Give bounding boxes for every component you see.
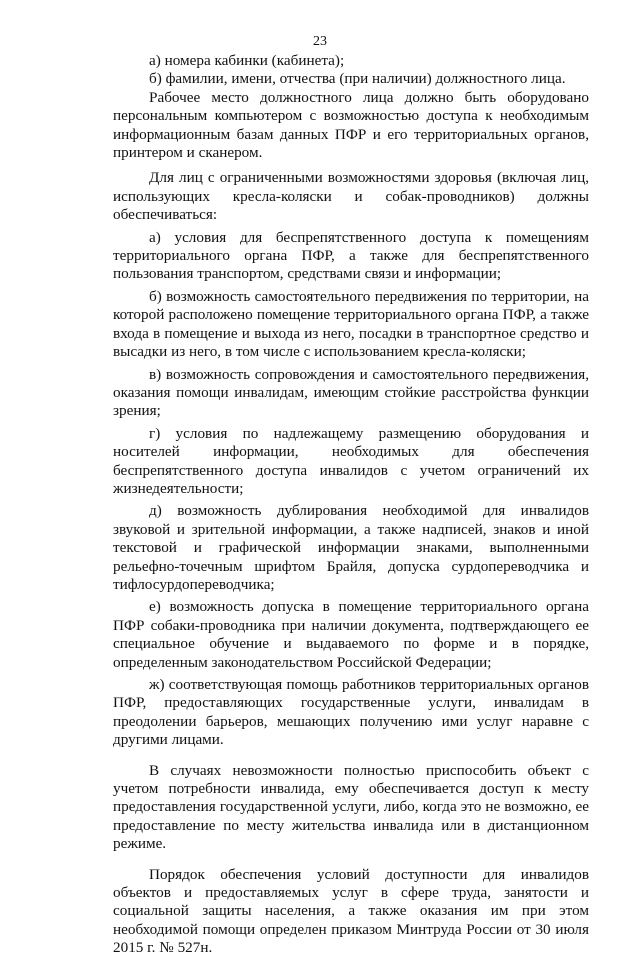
- paragraph-condition-b: б) возможность самостоятельного передвижения по территории, на которой расположено помещение территориального органа ПФР, а также входа в помещение и выхода из него, посадки в транспортное средство и высадки из него, в том числе с использованием кресла-коляски;: [113, 287, 589, 361]
- page-number: 23: [313, 34, 327, 49]
- paragraph-accessibility-order: Порядок обеспечения условий доступности для инвалидов объектов и предоставляемых услуг в сфере труда, занятости и социальной защиты населения, а также оказания им при этом необходимой помощи определен приказом Минтруда России от 30 июля 2015 г. № 527н.: [113, 865, 589, 957]
- paragraph-condition-g: г) условия по надлежащему размещению оборудования и носителей информации, необходимых для обеспечения беспрепятственного доступа инвалидов с учетом ограничений их жизнедеятельности;: [113, 424, 589, 497]
- paragraph-impossibility-case: В случаях невозможности полностью приспособить объект с учетом потребности инвалида, ему обеспечивается доступ к месту предоставления государственной услуги, либо, когда это не возможно, ее предоставление по месту жительства инвалида или в дистанционном режиме.: [113, 761, 589, 853]
- paragraph-condition-d: д) возможность дублирования необходимой для инвалидов звуковой и зрительной информации, а также надписей, знаков и иной текстовой и графической информации знаками, выполненными рельефно-точечным шрифтом Брайля, допуска сурдопереводчика и тифлосурдопереводчика;: [113, 502, 589, 593]
- paragraph-condition-a: а) условия для беспрепятственного доступа к помещениям территориального органа ПФР, а также для беспрепятственного пользования транспортом, средствами связи и информации;: [113, 228, 589, 283]
- paragraph-workplace-equipment: Рабочее место должностного лица должно быть оборудовано персональным компьютером с возможностью доступа к необходимым информационным базам данных ПФР и его территориальных органов, принтером и сканером.: [113, 88, 589, 162]
- paragraph-a-booth-number: а) номера кабинки (кабинета);: [149, 52, 345, 69]
- paragraph-condition-zh: ж) соответствующая помощь работников территориальных органов ПФР, предоставляющих государственные услуги, инвалидам в преодолении барьеров, мешающих получению ими услуг наравне с другими лицами.: [113, 676, 589, 749]
- paragraph-disability-intro: Для лиц с ограниченными возможностями здоровья (включая лиц, использующих кресла-коляски и собак-проводников) должны обеспечиваться:: [113, 169, 589, 224]
- paragraph-condition-e: е) возможность допуска в помещение территориального органа ПФР собаки-проводника при наличии документа, подтверждающего ее специальное обучение и выдаваемого по форме и в порядке, определенным законодательством Российской Федерации;: [113, 598, 589, 671]
- paragraph-b-official-name: б) фамилии, имени, отчества (при наличии) должностного лица.: [149, 70, 566, 88]
- paragraph-condition-v: в) возможность сопровождения и самостоятельного передвижения, оказания помощи инвалидам, имеющим стойкие расстройства функции зрения;: [113, 365, 589, 420]
- document-body: [113, 52, 589, 958]
